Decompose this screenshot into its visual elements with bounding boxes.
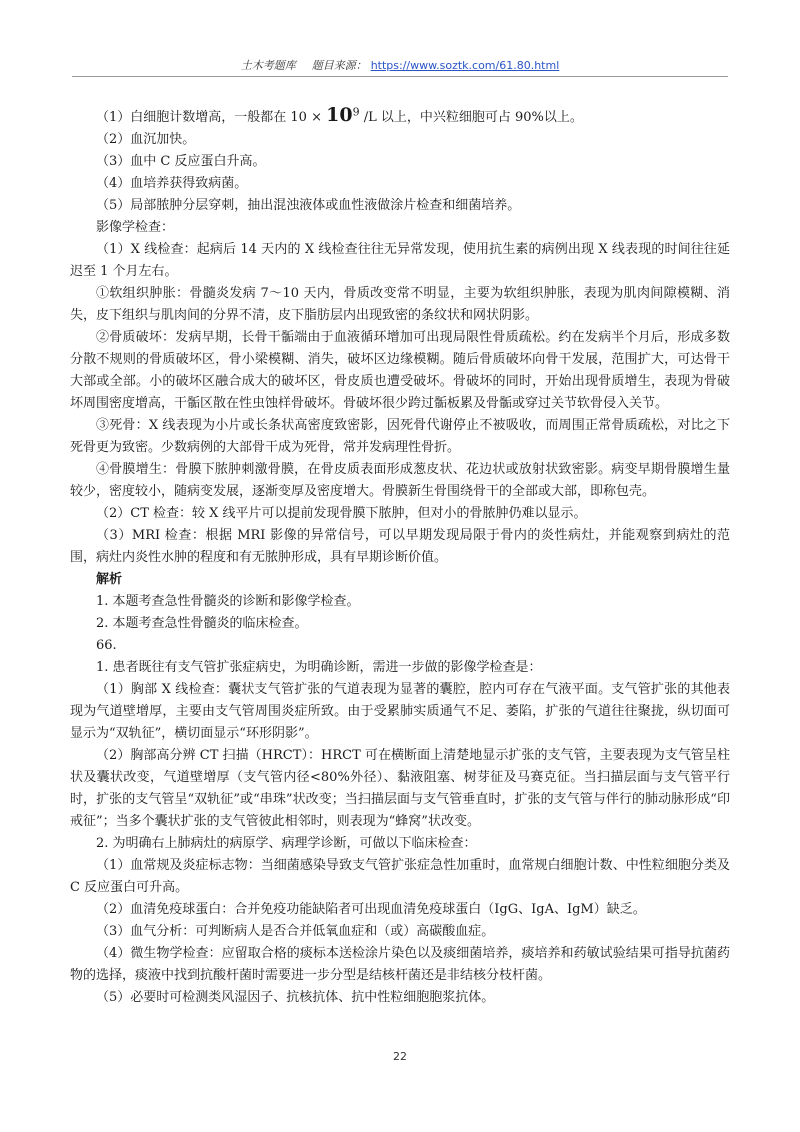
page-number: 22 bbox=[393, 1050, 407, 1063]
paragraph-puncture: （5）局部脓肿分层穿刺，抽出混浊液体或血性液做涂片检查和细菌培养。 bbox=[96, 198, 521, 213]
paragraph-dead-bone: ③死骨：X 线表现为小片或长条状高密度致密影，因死骨代谢停止不被吸收，而周围正常骨质疏松，对比之下死骨更为致密。少数病例的大部骨干成为死骨，常并发病理性骨折。 bbox=[70, 418, 730, 455]
site-name: 土木考题库 bbox=[240, 59, 296, 72]
paragraph-periosteum: ④骨膜增生：骨膜下脓肿刺激骨膜，在骨皮质表面形成葱皮状、花边状或放射状致密影。病变早期骨膜增生量较少，密度较小，随病变发展，逐渐变厚及密度增大。骨膜新生骨围绕骨干的全部或大部，即称包壳。 bbox=[70, 462, 730, 499]
document-body bbox=[70, 104, 730, 1009]
paragraph-q66-2: 2. 为明确右上肺病灶的病原学、病理学诊断，可做以下临床检查： bbox=[96, 836, 477, 851]
paragraph-analysis-2: 2. 本题考查急性骨髓炎的临床检查。 bbox=[96, 616, 308, 631]
paragraph-xray: （1）X 线检查：起病后 14 天内的 X 线检查往往无异常发现，使用抗生素的病例出现 X 线表现的时间往往延迟至 1 个月左右。 bbox=[70, 242, 730, 279]
paragraph-mri: （3）MRI 检查：根据 MRI 影像的异常信号，可以早期发现局限于骨内的炎性病灶，并能观察到病灶的范围，病灶内炎性水肿的程度和有无脓肿形成，具有早期诊断价值。 bbox=[70, 528, 730, 565]
paragraph-blood-routine: （1）血常规及炎症标志物：当细菌感染导致支气管扩张症急性加重时，血常规白细胞计数、中性粒细胞分类及 C 反应蛋白可升高。 bbox=[70, 858, 730, 895]
question-number: 66. bbox=[96, 638, 117, 653]
text-l1-base: 10 bbox=[326, 104, 353, 126]
paragraph-q66-1: 1. 患者既往有支气管扩张症病史，为明确诊断，需进一步做的影像学检查是： bbox=[96, 660, 542, 675]
paragraph-hrct: （2）胸部高分辨 CT 扫描（HRCT）：HRCT 可在横断面上清楚地显示扩张的支气管，主要表现为支气管呈柱状及囊状改变，气道壁增厚（支气管内径<80%外径）、黏液阻塞、树芽征及马赛克征。当扫描层面与支气管平行时，扩张的支气管呈“双轨征”或“串珠”状改变；当扫描层面与支气管垂直时，扩张的支气管与伴行的肺动脉形成“印戒征”；当多个囊状扩张的支气管彼此相邻时，则表现为“蜂窝”状改变。 bbox=[70, 748, 730, 829]
paragraph-crp: （3）血中 C 反应蛋白升高。 bbox=[96, 154, 266, 169]
paragraph-blood-culture: （4）血培养获得致病菌。 bbox=[96, 176, 248, 191]
section-heading-analysis: 解析 bbox=[96, 572, 123, 587]
page-header bbox=[70, 57, 730, 73]
paragraph-ct: （2）CT 检查：较 X 线平片可以提前发现骨膜下脓肿，但对小的骨脓肿仍难以显示。 bbox=[96, 506, 587, 521]
paragraph-immunoglobulin: （2）血清免疫球蛋白：合并免疫功能缺陷者可出现血清免疫球蛋白（IgG、IgA、IgM）缺乏。 bbox=[96, 902, 646, 917]
text-l1-exp: 9 bbox=[352, 105, 360, 119]
paragraph-microbiology: （4）微生物学检查：应留取合格的痰标本送检涂片染色以及痰细菌培养，痰培养和药敏试验结果可指导抗菌药物的选择，痰液中找到抗酸杆菌时需要进一步分型是结核杆菌还是非结核分枝杆菌。 bbox=[70, 946, 730, 983]
paragraph-blood-gas: （3）血气分析：可判断病人是否合并低氧血症和（或）高碳酸血症。 bbox=[96, 924, 495, 939]
paragraph-bone-destruction: ②骨质破坏：发病早期，长骨干骺端由于血液循环增加可出现局限性骨质疏松。约在发病半个月后，形成多数分散不规则的骨质破坏区，骨小梁模糊、消失，破坏区边缘模糊。随后骨质破坏向骨干发展，范围扩大，可达骨干大部或全部。小的破坏区融合成大的破坏区，骨皮质也遭受破坏。骨破坏的同时，开始出现骨质增生，表现为骨破坏周围密度增高，干骺区散在性虫蚀样骨破坏。骨破坏很少跨过骺板累及骨骺或穿过关节软骨侵入关节。 bbox=[70, 330, 730, 411]
paragraph-analysis-1: 1. 本题考查急性骨髓炎的诊断和影像学检查。 bbox=[96, 594, 360, 609]
paragraph-wbc bbox=[70, 104, 730, 129]
paragraph-imaging-heading: 影像学检查： bbox=[96, 220, 175, 235]
paragraph-chest-xray: （1）胸部 X 线检查：囊状支气管扩张的气道表现为显著的囊腔，腔内可存在气液平面。支气管扩张的其他表现为气道壁增厚，主要由支气管周围炎症所致。由于受累肺实质通气不足、萎陷，扩张的气道往往聚拢，纵切面可显示为“双轨征”，横切面显示“环形阴影”。 bbox=[70, 682, 730, 741]
paragraph-soft-tissue: ①软组织肿胀：骨髓炎发病 7～10 天内，骨质改变常不明显，主要为软组织肿胀，表现为肌肉间隙模糊、消失，皮下组织与肌肉间的分界不清，皮下脂肪层内出现致密的条纹状和网状阴影。 bbox=[70, 286, 730, 323]
text-l1-pre: （1）白细胞计数增高，一般都在 10 × bbox=[96, 110, 327, 125]
paragraph-esr: （2）血沉加快。 bbox=[96, 132, 196, 147]
paragraph-autoimmune: （5）必要时可检测类风湿因子、抗核抗体、抗中性粒细胞胞浆抗体。 bbox=[96, 990, 495, 1005]
source-url-link[interactable]: https://www.soztk.com/61.80.html bbox=[370, 59, 560, 72]
header-divider bbox=[72, 76, 728, 77]
search-label: 题目来源： bbox=[311, 59, 367, 72]
text-l1-post: /L 以上，中兴粒细胞可占 90%以上。 bbox=[359, 110, 583, 125]
